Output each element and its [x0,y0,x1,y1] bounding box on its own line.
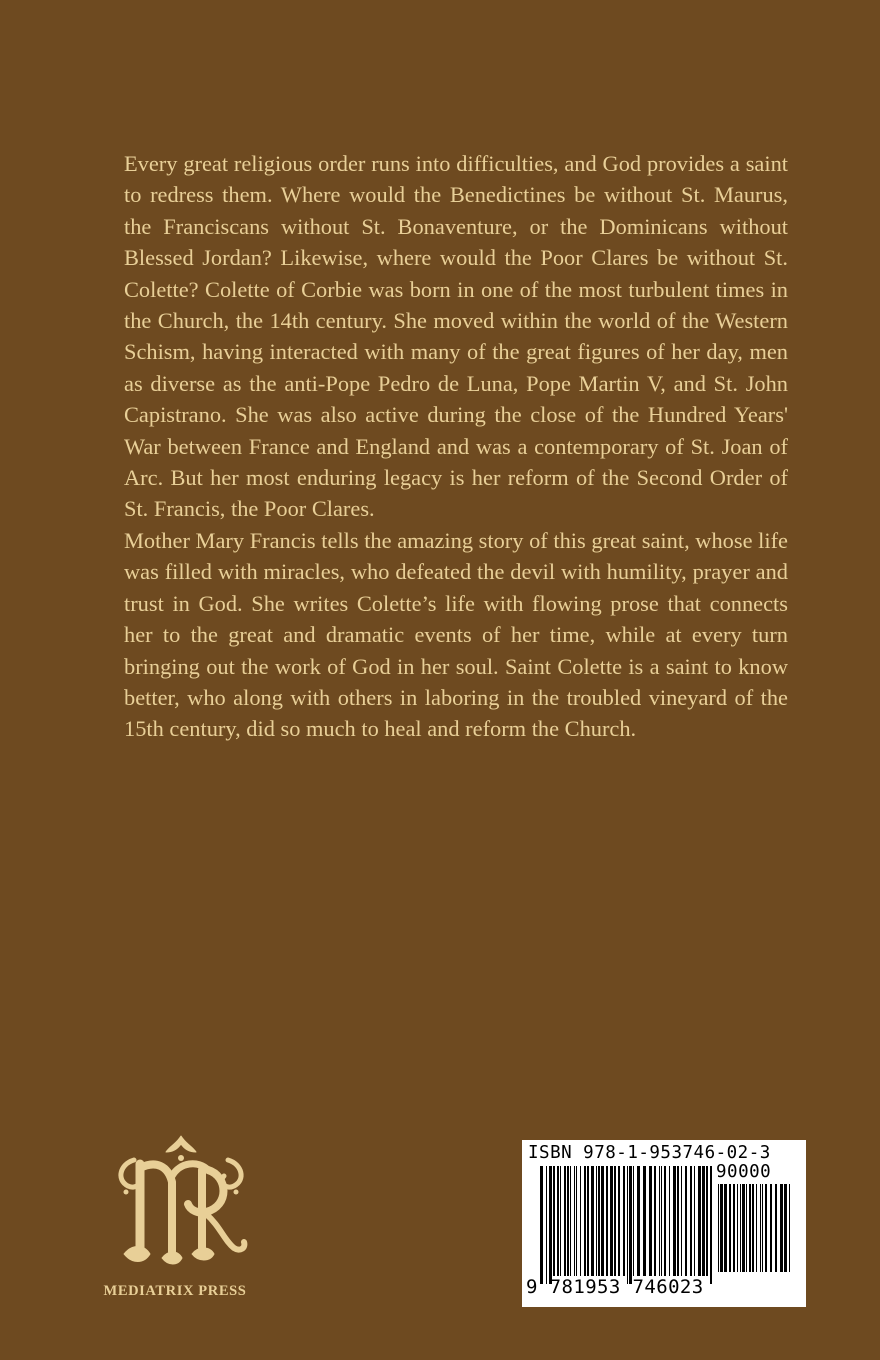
barcode-bar [770,1184,772,1272]
barcode-bar [576,1166,577,1276]
blurb-paragraph-2: Mother Mary Francis tells the amazing story of this great saint, whose life was filled with miracles, who defeated the devil with humility, prayer and trust in God. She writes Colette’s life with flowing prose that connects her to the great and dramatic events of her time, while at every turn bringing out the work of God in her soul. Saint Colette is a saint to know better, who along with others in laboring in the troubled vineyard of the 15th century, did so much to heal and reform the Church. [124,527,788,742]
barcode-bar [633,1166,634,1276]
isbn-barcode [522,1140,806,1307]
barcode-bar [610,1166,613,1276]
barcode-bar [706,1166,708,1276]
barcode-bar [698,1166,701,1276]
barcode-bar [553,1166,555,1276]
barcode-bar [629,1166,632,1284]
barcode-bar [702,1166,705,1276]
barcode-bar [560,1166,561,1276]
barcode-bar [649,1166,652,1276]
barcode-bar [780,1184,783,1272]
barcode-bar [654,1166,656,1276]
barcode-bar [584,1166,586,1276]
barcode-bar [623,1166,625,1276]
barcode-bar [664,1166,666,1276]
barcode-bar [587,1166,589,1276]
isbn-label: ISBN 978-1-953746-02-3 [528,1143,771,1163]
barcode-bar [746,1184,747,1272]
barcode-bar [598,1166,600,1276]
barcode-bar [580,1166,581,1276]
barcode-bar [564,1166,566,1276]
price-code: 90000 [716,1162,772,1182]
barcode-bar [643,1166,646,1276]
barcode-bar [673,1166,676,1276]
blurb-paragraph-1: Every great religious order runs into difficulties, and God provides a saint to redress them. Where would the Benedictines be without St. Maurus, the Franciscans without St. Bonaventure, or the Dominicans without Blessed Jordan? Likewise, where would the Poor Clares be without St. Colette? Colette of Corbie was born in one of the most turbulent times in the Church, the 14th century. She moved within the world of the Western Schism, having interacted with many of the great figures of her day, men as diverse as the anti-Pope Pedro de Luna, Pope Martin V, and St. John Capistrano. She was also active during the close of the Hundred Years' War between France and England and was a contemporary of St. Joan of Arc. But her most enduring legacy is her reform of the Second Order of St. Francis, the Poor Clares. [124,151,788,522]
barcode-bar [694,1166,695,1276]
barcode-bar [752,1184,754,1272]
barcode-bar [718,1184,719,1272]
barcode-bar [681,1166,682,1276]
barcode-bar [549,1166,552,1284]
barcode-bar [557,1166,559,1276]
barcode-bar [720,1184,723,1272]
barcode-bar [618,1166,620,1276]
barcode-bar [775,1184,777,1272]
publisher-name: MEDIATRIX PRESS [103,1283,247,1299]
barcode-bar [789,1184,790,1272]
barcode-bar [546,1166,547,1284]
barcode-bar [591,1166,594,1276]
barcode-bar [740,1184,741,1272]
addon-barcode-bars [718,1184,796,1280]
barcode-bar [614,1166,616,1276]
ean-digits: 9 781953 746023 [526,1276,704,1298]
barcode-bar [574,1166,575,1276]
barcode-bar [742,1184,745,1272]
barcode-bar [669,1166,670,1276]
barcode-bar [596,1166,597,1276]
barcode-bar [765,1184,767,1272]
barcode-bar [749,1184,751,1272]
barcode-bar [756,1184,757,1272]
barcode-bar [685,1166,687,1276]
barcode-bar [733,1184,735,1272]
barcode-bar [601,1166,604,1276]
barcode-bar [784,1184,787,1272]
barcode-bar [659,1166,660,1276]
barcode-bar [606,1166,608,1276]
barcode-bar [661,1166,662,1276]
barcode-bar [637,1166,640,1276]
barcode-bar [760,1184,761,1272]
barcode-bar [570,1166,571,1276]
barcode-bar [677,1166,679,1276]
barcode-bar [762,1184,763,1272]
ean-barcode-bars [540,1166,714,1284]
blurb-text [124,148,788,745]
barcode-bar [540,1166,543,1284]
barcode-bar [729,1184,731,1272]
barcode-bar [737,1184,738,1272]
barcode-bar [627,1166,628,1284]
barcode-bar [690,1166,692,1276]
barcode-bar [724,1184,727,1272]
barcode-bar [567,1166,569,1276]
barcode-bar [710,1166,712,1284]
mr-monogram-icon [96,1130,266,1278]
